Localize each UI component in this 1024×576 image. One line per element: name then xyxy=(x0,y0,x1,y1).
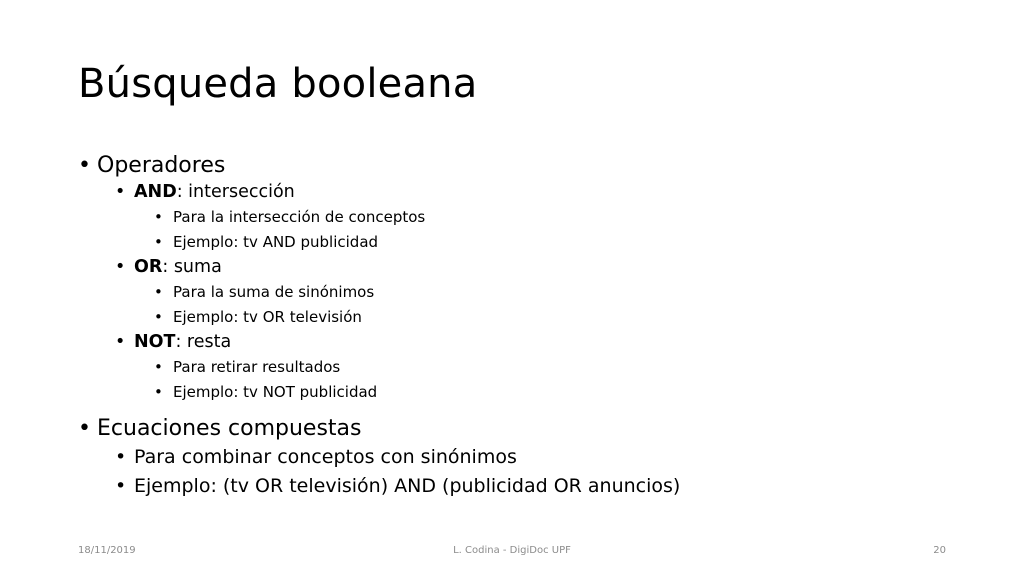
bullet-icon: • xyxy=(154,283,163,301)
bullet-icon: • xyxy=(115,182,126,202)
item-text: : intersección xyxy=(176,182,295,202)
list-item-ecuaciones xyxy=(78,415,978,443)
item-text: Ejemplo: tv OR televisión xyxy=(173,308,362,326)
slide-content xyxy=(78,152,978,501)
bullet-icon: • xyxy=(115,257,126,277)
list-item-operadores xyxy=(78,152,978,180)
list-item xyxy=(154,230,978,255)
bullet-icon: • xyxy=(154,233,163,251)
list-item-and xyxy=(115,180,978,205)
bullet-icon: • xyxy=(78,416,91,441)
list-item xyxy=(154,380,978,405)
item-text: Para la intersección de conceptos xyxy=(173,208,426,226)
list-item xyxy=(154,355,978,380)
list-item-or xyxy=(115,255,978,280)
bullet-icon: • xyxy=(154,383,163,401)
item-text: Ejemplo: (tv OR televisión) AND (publicidad OR anuncios) xyxy=(134,475,681,497)
footer-author: L. Codina - DigiDoc UPF xyxy=(453,545,571,556)
item-text: Operadores xyxy=(97,153,226,178)
item-text: : suma xyxy=(162,257,222,277)
list-item xyxy=(154,205,978,230)
item-text: Para retirar resultados xyxy=(173,358,341,376)
operator-keyword: NOT xyxy=(134,332,176,352)
list-item xyxy=(115,472,978,501)
bullet-icon: • xyxy=(115,332,126,352)
bullet-icon: • xyxy=(78,153,91,178)
item-text: Para la suma de sinónimos xyxy=(173,283,375,301)
operator-keyword: AND xyxy=(134,182,177,202)
list-item xyxy=(154,305,978,330)
bullet-icon: • xyxy=(154,308,163,326)
bullet-icon: • xyxy=(115,475,127,497)
item-text: Ejemplo: tv NOT publicidad xyxy=(173,383,378,401)
bullet-icon: • xyxy=(115,446,127,468)
operator-keyword: OR xyxy=(134,257,163,277)
bullet-icon: • xyxy=(154,208,163,226)
bullet-icon: • xyxy=(154,358,163,376)
item-text: : resta xyxy=(175,332,232,352)
slide-title: Búsqueda booleana xyxy=(78,61,478,107)
list-item xyxy=(154,280,978,305)
list-item xyxy=(115,443,978,472)
item-text: Ecuaciones compuestas xyxy=(97,416,362,441)
footer-page-number: 20 xyxy=(933,545,946,556)
item-text: Ejemplo: tv AND publicidad xyxy=(173,233,379,251)
item-text: Para combinar conceptos con sinónimos xyxy=(134,446,517,468)
footer-date: 18/11/2019 xyxy=(78,545,136,556)
list-item-not xyxy=(115,330,978,355)
